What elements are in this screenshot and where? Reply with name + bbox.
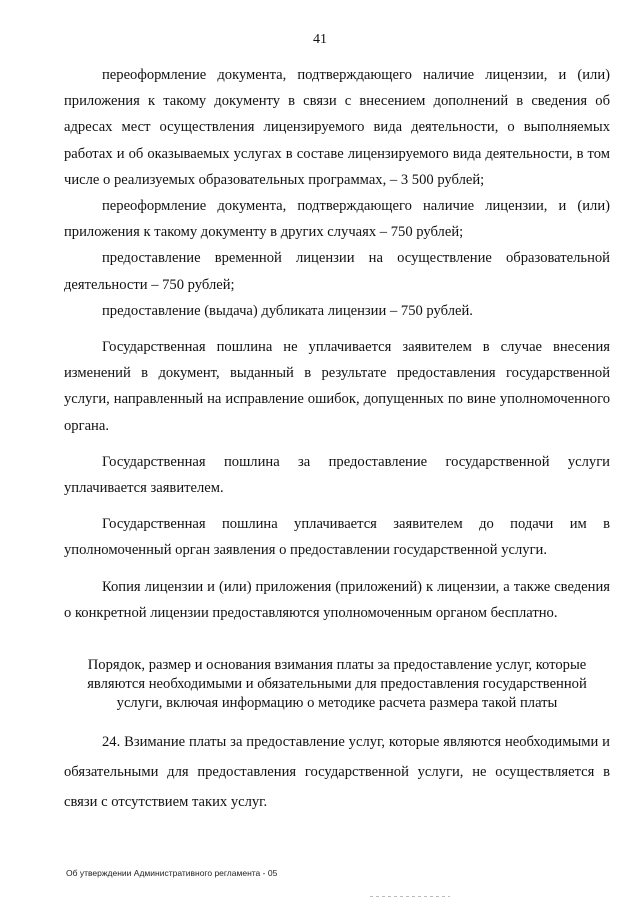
paragraph: Государственная пошлина уплачивается заявителем до подачи им в уполномоченный орган заявления о предоставлении государственной услуги. [64, 516, 610, 559]
body-text [64, 62, 610, 626]
section-paragraph: 24. Взимание платы за предоставление услуг, которые являются необходимыми и обязательными для предоставления государственной услуги, не осуществляется в связи с отсутствием таких услуг. [64, 734, 610, 810]
paragraph: Государственная пошлина за предоставление государственной услуги уплачивается заявителем. [64, 453, 610, 497]
paragraph: переоформление документа, подтверждающего наличие лицензии, и (или) приложения к такому документу в связи с внесением дополнений в сведения об адресах мест осуществления лицензируемого вида деятельности, о выполняемых работах и об оказываемых услугах в составе лицензируемого вида деятельности, в том числе о реализуемых образовательных программах, – 3 500 рублей; [64, 67, 610, 188]
page-number: 41 [313, 32, 327, 47]
paragraph: переоформление документа, подтверждающего наличие лицензии, и (или) приложения к такому документу в других случаях – 750 рублей; [64, 198, 610, 241]
scan-artifact [370, 896, 450, 897]
paragraph: предоставление (выдача) дубликата лицензии – 750 рублей. [102, 302, 473, 319]
paragraph: Государственная пошлина не уплачивается заявителем в случае внесения изменений в документ, выданный в результате предоставления государственной услуги, направленный на исправление ошибок, допущенных по вине уполномоченного органа. [64, 339, 610, 434]
paragraph: Копия лицензии и (или) приложения (приложений) к лицензии, а также сведения о конкретной лицензии предоставляются уполномоченным органом бесплатно. [64, 578, 610, 621]
section-heading: Порядок, размер и основания взимания платы за предоставление услуг, которые являются необходимыми и обязательными для предоставления государственной услуги, включая информацию о методике расчета размера такой платы [87, 657, 587, 711]
paragraph: предоставление временной лицензии на осуществление образовательной деятельности – 750 рублей; [64, 250, 610, 293]
footer-note: Об утверждении Административного регламента - 05 [66, 868, 278, 878]
section-body [64, 727, 610, 817]
